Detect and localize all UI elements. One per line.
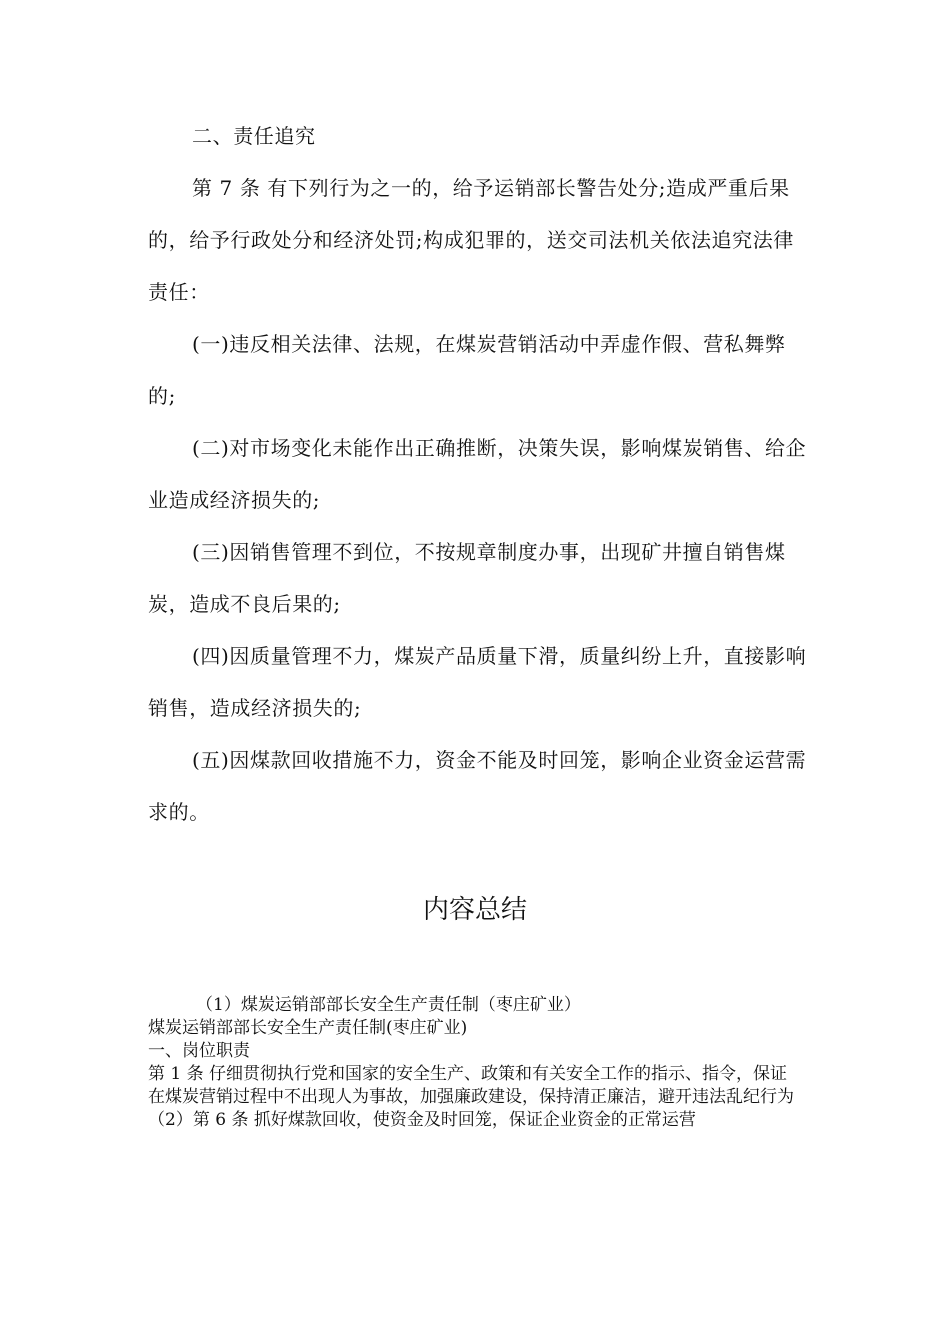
summary-item-2: （2）第 6 条 抓好煤款回收，使资金及时回笼，保证企业资金的正常运营	[148, 1110, 696, 1130]
summary-section-line: 一、岗位职责	[148, 1041, 250, 1061]
clause-5-paragraph: (五)因煤款回收措施不力，资金不能及时回笼，影响企业资金运营需求的。	[148, 748, 807, 824]
summary-item-1-title: （1）煤炭运销部部长安全生产责任制（枣庄矿业）	[196, 995, 581, 1015]
article-7-paragraph: 第 7 条 有下列行为之一的，给予运销部长警告处分;造成严重后果的，给予行政处分和经济处罚;构成犯罪的，送交司法机关依法追究法律责任：	[148, 176, 794, 304]
summary-article-line: 第 1 条 仔细贯彻执行党和国家的安全生产、政策和有关安全工作的指示、指令，保证在煤炭营销过程中不出现人为事故，加强廉政建设，保持清正廉洁，避开违法乱纪行为	[148, 1064, 794, 1107]
clause-2-paragraph: (二)对市场变化未能作出正确推断，决策失误，影响煤炭销售、给企业造成经济损失的;	[148, 436, 807, 512]
summary-title: 内容总结	[422, 895, 527, 925]
clause-4-paragraph: (四)因质量管理不力，煤炭产品质量下滑，质量纠纷上升，直接影响销售，造成经济损失的;	[148, 644, 807, 720]
clause-1-paragraph: (一)违反相关法律、法规，在煤炭营销活动中弄虚作假、营私舞弊的;	[148, 332, 786, 408]
summary-doc-title: 煤炭运销部部长安全生产责任制(枣庄矿业)	[148, 1018, 468, 1038]
clause-3-paragraph: (三)因销售管理不到位，不按规章制度办事，出现矿井擅自销售煤炭，造成不良后果的;	[148, 540, 786, 616]
summary-block	[148, 994, 798, 1132]
section-heading: 二、责任追究	[192, 124, 316, 148]
responsibility-section	[148, 110, 808, 838]
